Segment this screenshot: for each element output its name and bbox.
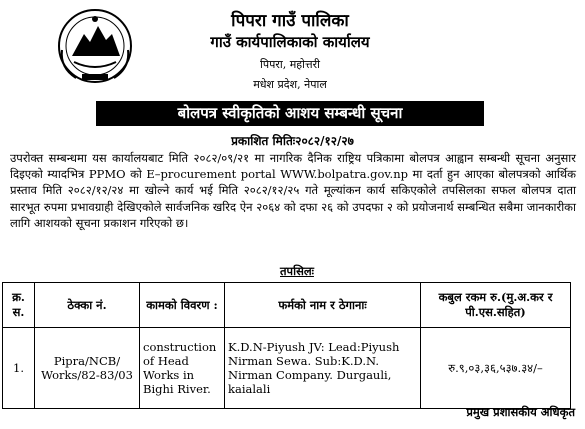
tapasil-label: तपसिलः	[280, 264, 314, 278]
office-name: पिपरा गाउँ पालिका	[231, 11, 349, 31]
address-line-1: पिपरा, महोत्तरी	[260, 58, 320, 71]
table-row	[3, 328, 571, 409]
signature-title: प्रमुख प्रशासकीय अधिकृत	[466, 405, 575, 419]
publish-date: प्रकाशित मितिः२०८२/१२/२७	[231, 134, 354, 148]
cell-amount: रु.९,०३,३६,५३७.३४/–	[421, 328, 571, 409]
header-sn: क्र. स.	[3, 283, 35, 328]
notice-title: बोलपत्र स्वीकृतिको आशय सम्बन्धी सूचना	[96, 101, 484, 126]
nepal-emblem-icon	[54, 6, 136, 84]
cell-sn: 1.	[3, 328, 35, 409]
address-line-2: मधेश प्रदेश, नेपाल	[253, 78, 327, 91]
header-amount: कबुल रकम रु.(मु.अ.कर र पी.एस.सहित)	[421, 283, 571, 328]
table-header-row	[3, 283, 571, 328]
header-firm: फर्मको नाम र ठेगानाः	[225, 283, 421, 328]
award-table	[2, 282, 571, 409]
office-subtitle: गाउँ कार्यपालिकाको कार्यालय	[210, 33, 370, 51]
cell-firm: K.D.N-Piyush JV: Lead:Piyush Nirman Sewa. Sub:K.D.N. Nirman Company. Durgauli, kaialali	[225, 328, 421, 409]
header-contract-no: ठेक्का नं.	[35, 283, 140, 328]
cell-description: construction of Head Works in Bighi River.	[140, 328, 225, 409]
notice-body: उपरोक्त सम्बन्धमा यस कार्यालयबाट मिति २०८२/०९/२१ मा नागरिक दैनिक राष्ट्रिय पत्रिकामा बोलपत्र आह्वान सम्बन्धी सूचना अनुसार दिइएको म्यादभित्र PPMO को E–procurement portal WWW.bolpatra.gov.np मा दर्ता हुन आएका बोलपत्रको आर्थिक प्रस्ताव मिति २०८२/१२/२४ मा खोल्ने कार्य भई मिति २०८२/१२/२५ गते मूल्यांकन कार्य सकिएकोले तपसिलका सफल बोलपत्र दाता सारभूत रुपमा प्रभावग्राही देखिएकोले सार्वजनिक खरिद ऐन २०६४ को दफा २६ को उपदफा २ को प्रयोजनार्थ सम्बन्धित सबैमा जानकारीका लागि आशयको सूचना प्रकाशन गरिएको छ।	[10, 151, 576, 230]
cell-contract-no: Pipra/NCB/ Works/82-83/03	[35, 328, 140, 409]
header-description: कामको विवरण :	[140, 283, 225, 328]
